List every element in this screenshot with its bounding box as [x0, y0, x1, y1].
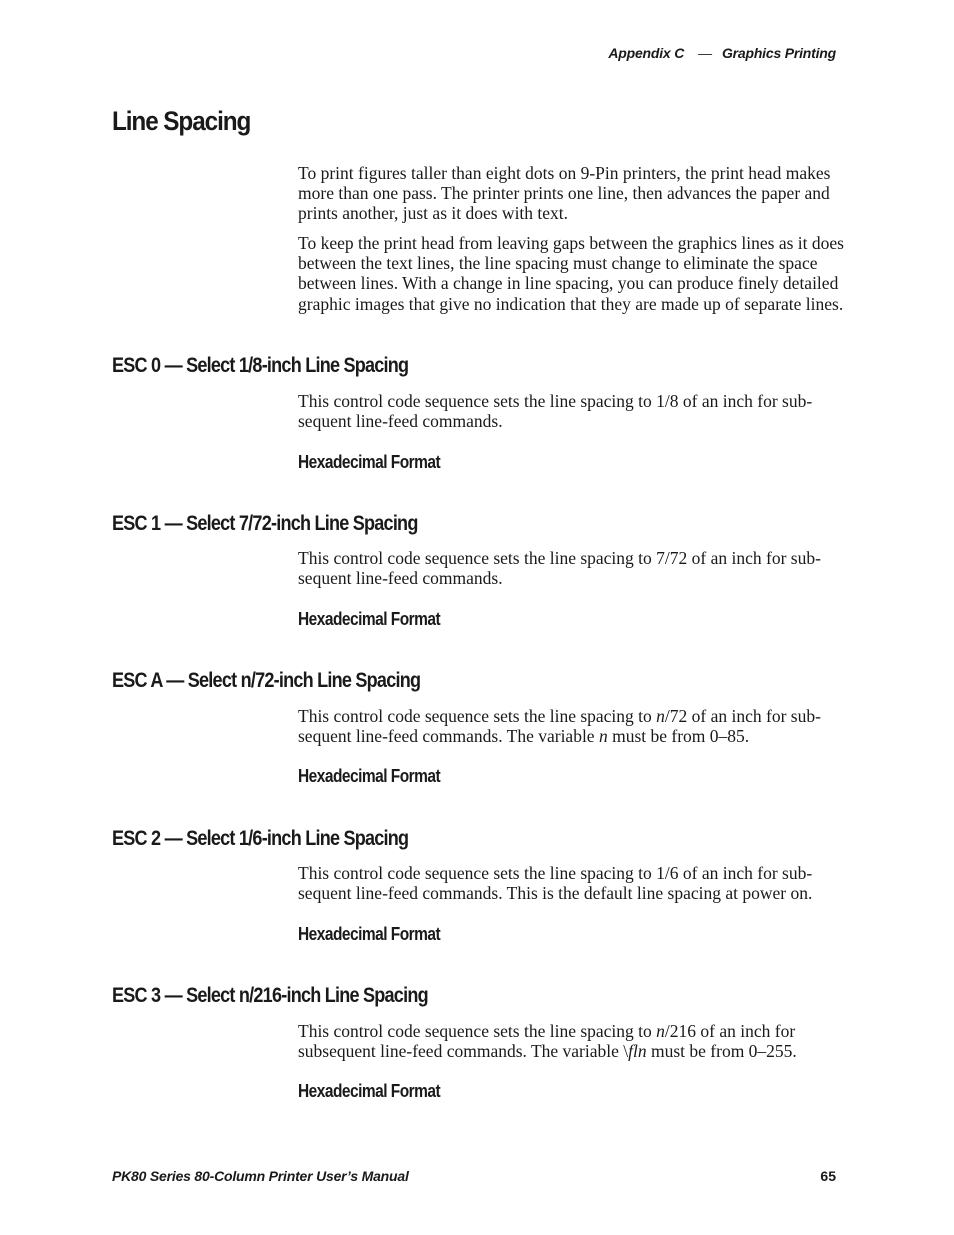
- body-text: must be from 0–255.: [646, 1041, 797, 1062]
- section-heading-esc-1: ESC 1 — Select 7/72-inch Line Spacing: [112, 512, 418, 535]
- body-text: /216 of an inch for subsequent line-feed commands. The variable \: [298, 1021, 796, 1062]
- section-heading-esc-3: ESC 3 — Select n/216-inch Line Spacing: [112, 984, 428, 1007]
- intro-paragraph-1: To print figures taller than eight dots on 9-Pin printers, the print head makes more than one pass. The printer prints one line, then advances the paper and prints another, just as it does with text.: [298, 163, 831, 224]
- body-text: This control code sequence sets the line spacing to: [298, 706, 657, 726]
- section-heading-esc-a: ESC A — Select n/72-inch Line Spacing: [112, 669, 421, 692]
- hex-format-heading-esc-1: Hexadecimal Format: [298, 609, 441, 629]
- body-text: This control code sequence sets the line spacing to: [298, 1021, 657, 1041]
- header-chapter: Graphics Printing: [721, 45, 836, 61]
- hex-format-heading-esc-0: Hexadecimal Format: [298, 452, 441, 472]
- page-title: Line Spacing: [112, 106, 251, 136]
- variable-n: n: [656, 706, 665, 726]
- header-appendix: Appendix C: [608, 45, 685, 61]
- section-body-esc-3: [298, 1021, 846, 1061]
- section-heading-esc-0: ESC 0 — Select 1/8-inch Line Spacing: [112, 354, 409, 377]
- hex-format-heading-esc-a: Hexadecimal Format: [298, 766, 441, 786]
- section-body-esc-a: [298, 706, 846, 746]
- hex-format-heading-esc-2: Hexadecimal Format: [298, 924, 441, 944]
- body-text: /72 of an inch for sub-sequent line-feed commands. The variable: [298, 706, 821, 747]
- section-heading-esc-2: ESC 2 — Select 1/6-inch Line Spacing: [112, 827, 409, 850]
- header-dash: —: [698, 45, 712, 61]
- footer-manual-title: PK80 Series 80-Column Printer User’s Manual: [112, 1168, 409, 1184]
- intro-paragraph-2: To keep the print head from leaving gaps between the graphics lines as it does between the text lines, the line spacing must change to eliminate the space between lines. With a change in line spacing, you can produce finely detailed graphic images that give no indication that they are made up of separate lines.: [298, 233, 844, 314]
- variable-n: n: [598, 726, 608, 747]
- running-header: [608, 45, 836, 61]
- hex-format-heading-esc-3: Hexadecimal Format: [298, 1081, 441, 1101]
- variable-fln: fln: [628, 1041, 647, 1062]
- section-body-esc-1: This control code sequence sets the line spacing to 7/72 of an inch for sub-sequent line-feed commands.: [298, 548, 821, 589]
- section-body-esc-0: This control code sequence sets the line spacing to 1/8 of an inch for sub-sequent line-feed commands.: [298, 391, 813, 432]
- footer-page-number: 65: [820, 1168, 836, 1184]
- section-body-esc-2: This control code sequence sets the line spacing to 1/6 of an inch for sub-sequent line-feed commands. This is the default line spacing at power on.: [298, 863, 813, 904]
- variable-n: n: [656, 1021, 665, 1041]
- body-text: must be from 0–85.: [607, 726, 750, 747]
